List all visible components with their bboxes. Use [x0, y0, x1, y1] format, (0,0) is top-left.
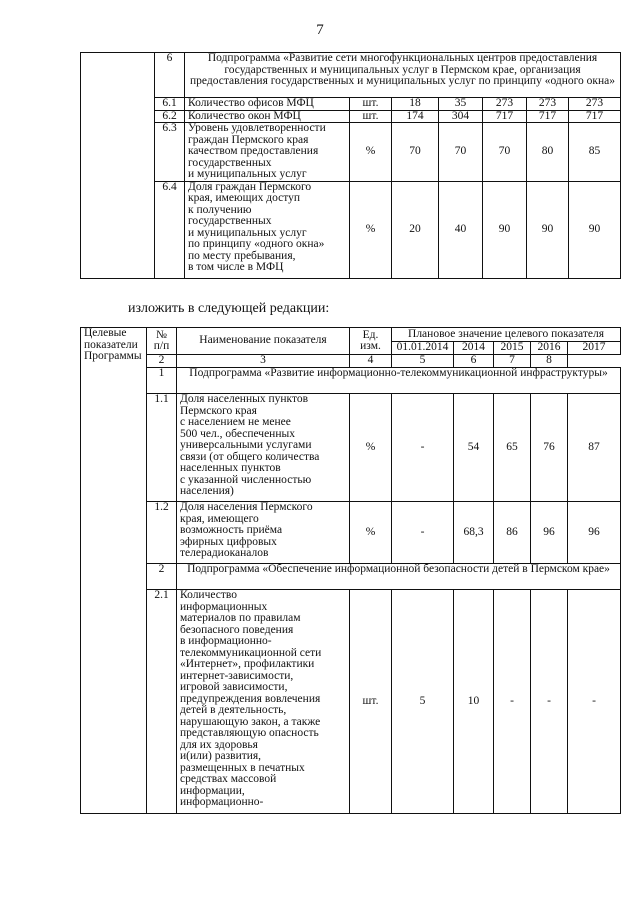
table-row: [81, 110, 621, 123]
value: 40: [439, 181, 483, 278]
value: -: [392, 394, 454, 502]
year-header: 2016: [531, 342, 568, 355]
value: 273: [527, 98, 569, 111]
value: 90: [527, 181, 569, 278]
value: 18: [392, 98, 439, 111]
new-indicators-table: [80, 327, 621, 814]
value: 304: [439, 110, 483, 123]
value: 90: [483, 181, 527, 278]
value: 273: [569, 98, 621, 111]
value: 54: [454, 394, 494, 502]
subprogram-2-row: [81, 564, 621, 590]
unit: шт.: [350, 590, 392, 814]
table-row: [81, 123, 621, 182]
row-num: 6.1: [155, 98, 185, 111]
subprogram-num: 2: [147, 564, 177, 590]
value: 85: [569, 123, 621, 182]
indicator-name: Количество офисов МФЦ: [185, 98, 350, 111]
subprogram-title: Подпрограмма «Обеспечение информационной безопасности детей в Пермском крае»: [177, 564, 621, 590]
old-subprogram-num: 6: [155, 53, 185, 98]
indicator-name: Уровень удовлетворенности граждан Пермского края качеством предоставления государственных и муниципальных услуг: [185, 123, 350, 182]
subprogram-num: 1: [147, 368, 177, 394]
col-number: 2: [147, 355, 177, 368]
indicator-name: Количество окон МФЦ: [185, 110, 350, 123]
value: 68,3: [454, 502, 494, 564]
planned-header: Плановое значение целевого показателя: [392, 328, 621, 342]
value: 70: [392, 123, 439, 182]
value: 87: [568, 394, 621, 502]
table-row: [81, 590, 621, 814]
value: 70: [439, 123, 483, 182]
col-number: 6: [454, 355, 494, 368]
unit: %: [350, 502, 392, 564]
col-number: 7: [494, 355, 531, 368]
year-header: 01.01.2014: [392, 342, 454, 355]
table-row: [81, 394, 621, 502]
intro-text: изложить в следующей редакции:: [128, 301, 330, 316]
column-numbers-row: [81, 355, 621, 368]
row-num: 2.1: [147, 590, 177, 814]
row-num: 6.3: [155, 123, 185, 182]
value: 10: [454, 590, 494, 814]
old-indicators-table: [80, 52, 621, 279]
value: 174: [392, 110, 439, 123]
value: 717: [569, 110, 621, 123]
page-number: 7: [316, 22, 324, 38]
subprogram-title: Подпрограмма «Развитие информационно-телекоммуникационной инфраструктуры»: [177, 368, 621, 394]
unit: %: [350, 181, 392, 278]
value: 273: [483, 98, 527, 111]
header-row: [81, 328, 621, 342]
unit: шт.: [350, 110, 392, 123]
indicator-name: Количество информационных материалов по правилам безопасного поведения в информационно- телекоммуникационной сети «Интернет», профилактики интернет-зависимости, игровой зависимости, предупреждения вовлечения детей в деятельность, нарушающую закон, а также представляющую опасность для их здоровья и(или) развития, размещенных в печатных средствах массовой информации, информационно-: [177, 590, 350, 814]
row-num: 6.4: [155, 181, 185, 278]
old-subprogram-title: Подпрограмма «Развитие сети многофункциональных центров предоставления государственных и муниципальных услуг в Пермском крае, организация предоставления государственных и муниципальных услуг по принципу «одного окна»: [185, 53, 621, 98]
value: 76: [531, 394, 568, 502]
indicator-name: Доля населенных пунктов Пермского края с населением не менее 500 чел., обеспеченных универсальными услугами связи (от общего количества населенных пунктов с указанной численностью населения): [177, 394, 350, 502]
unit: %: [350, 394, 392, 502]
subprogram-1-row: [81, 368, 621, 394]
old-subprogram-6-row: [81, 53, 621, 98]
value: 80: [527, 123, 569, 182]
year-header: 2014: [454, 342, 494, 355]
name-header: Наименование показателя: [177, 328, 350, 355]
table-row: [81, 181, 621, 278]
table-row: [81, 98, 621, 111]
value: -: [392, 502, 454, 564]
year-header: 2015: [494, 342, 531, 355]
value: 90: [569, 181, 621, 278]
row-num: 1.1: [147, 394, 177, 502]
row-num: 1.2: [147, 502, 177, 564]
row-num: 6.2: [155, 110, 185, 123]
num-header: № п/п: [147, 328, 177, 355]
value: -: [531, 590, 568, 814]
col-number: 4: [350, 355, 392, 368]
value: 717: [483, 110, 527, 123]
value: 35: [439, 98, 483, 111]
indicator-name: Доля граждан Пермского края, имеющих доступ к получению государственных и муниципальных услуг по принципу «одного окна» по месту пребывания, в том числе в МФЦ: [185, 181, 350, 278]
value: 65: [494, 394, 531, 502]
value: 70: [483, 123, 527, 182]
value: 96: [568, 502, 621, 564]
value: -: [494, 590, 531, 814]
table-row: [81, 502, 621, 564]
value: -: [568, 590, 621, 814]
col-number: 5: [392, 355, 454, 368]
value: 5: [392, 590, 454, 814]
col-number: 8: [531, 355, 568, 368]
year-header: 2017: [568, 342, 621, 355]
old-targets-cell: [81, 53, 155, 279]
value: 717: [527, 110, 569, 123]
value: 86: [494, 502, 531, 564]
targets-label: Целевые показатели Программы: [81, 328, 147, 814]
col-number: 3: [177, 355, 350, 368]
value: 96: [531, 502, 568, 564]
value: 20: [392, 181, 439, 278]
unit: шт.: [350, 98, 392, 111]
indicator-name: Доля населения Пермского края, имеющего возможность приёма эфирных цифровых телерадиоканалов: [177, 502, 350, 564]
unit-header: Ед. изм.: [350, 328, 392, 355]
unit: %: [350, 123, 392, 182]
